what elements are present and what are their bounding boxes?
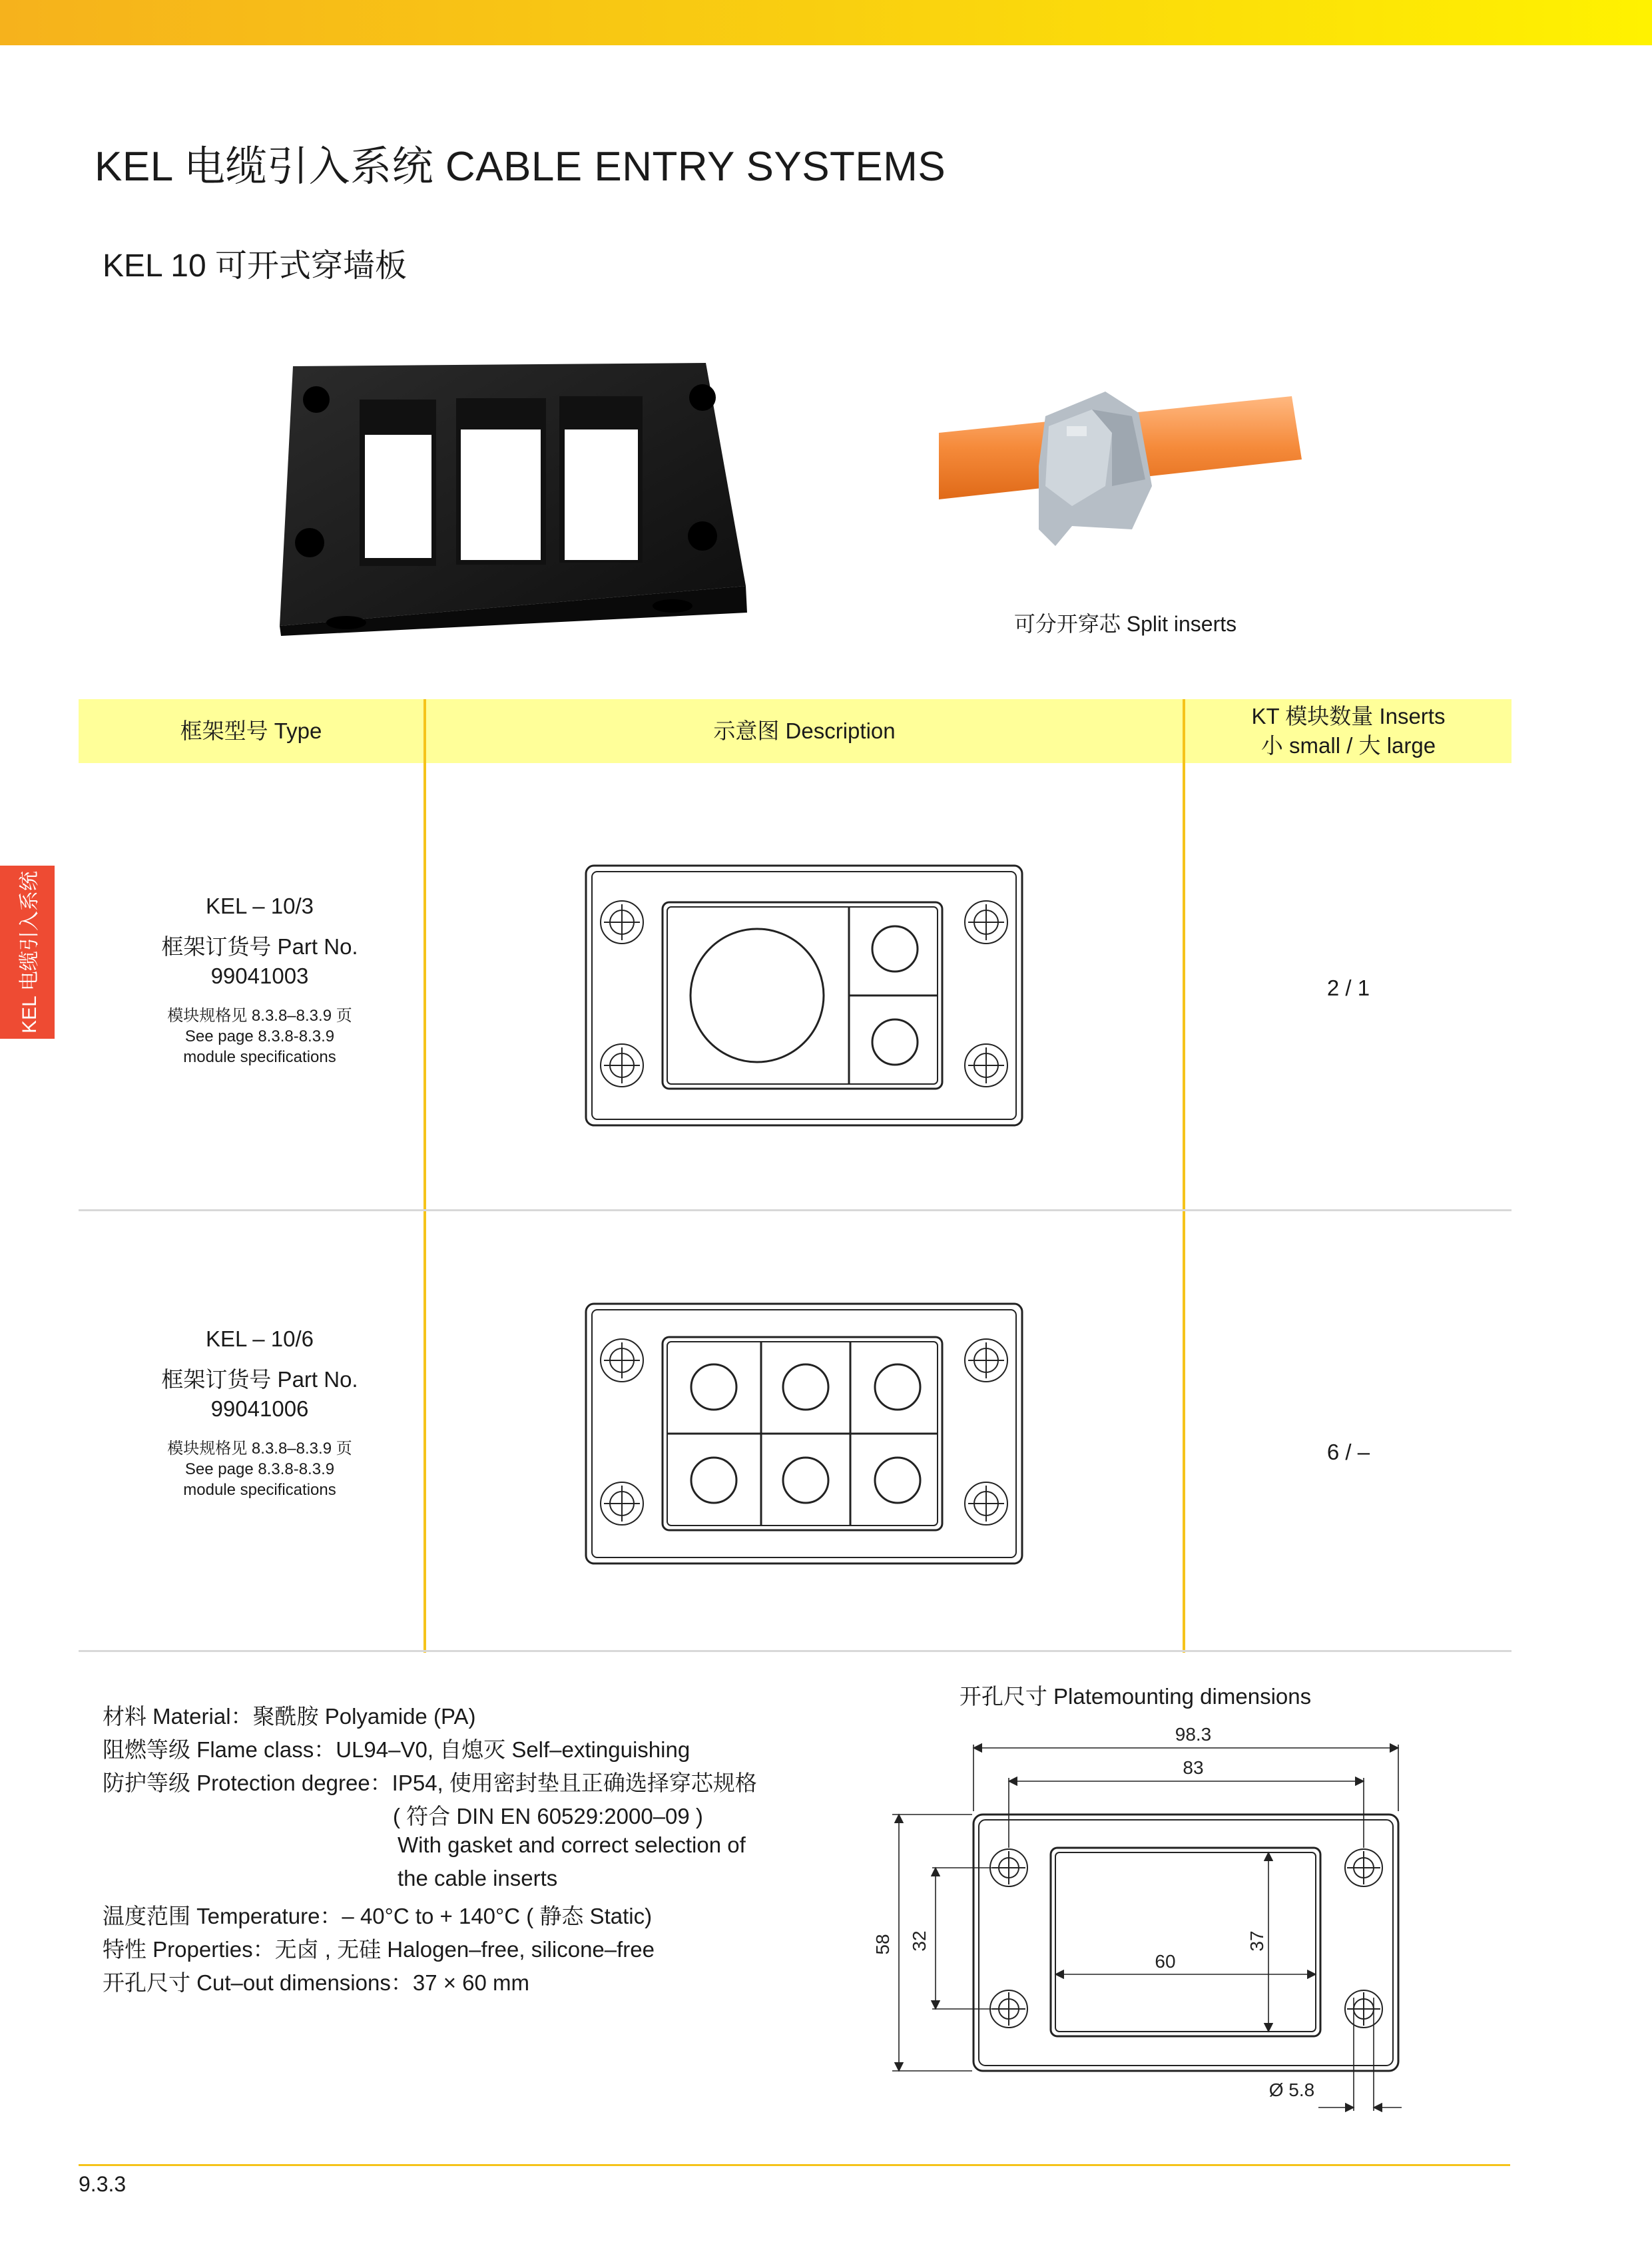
spec-cutout: 开孔尺寸 Cut–out dimensions：37 × 60 mm [103, 1970, 530, 1995]
inserts-count: 2 / 1 [1326, 976, 1370, 1000]
part-label: 框架订货号 Part No. [161, 1367, 358, 1392]
header-inserts: KT 模块数量 Inserts 小 small / 大 large [1185, 699, 1512, 763]
row-divider [79, 1650, 1512, 1652]
type-code: KEL – 10/3 [205, 894, 314, 918]
spec-protection-note: With gasket and correct selection of [398, 1832, 746, 1857]
table-row [87, 1326, 433, 1500]
part-label: 框架订货号 Part No. [161, 934, 358, 959]
inserts-count: 6 / – [1326, 1440, 1370, 1464]
type-code: KEL – 10/6 [205, 1326, 314, 1351]
kel-10-6-drawing [583, 1300, 1025, 1567]
page-title: KEL 电缆引入系统 CABLE ENTRY SYSTEMS [95, 144, 946, 190]
dim-outer-height: 58 [872, 1934, 893, 1955]
dim-cut-height: 37 [1246, 1930, 1267, 1952]
platemounting-drawing [866, 1711, 1438, 2124]
dim-hole-diameter: Ø 5.8 [1268, 2080, 1315, 2100]
column-divider [1183, 699, 1185, 1653]
platemounting-title: 开孔尺寸 Platemounting dimensions [959, 1684, 1312, 1709]
spec-flame-class: 阻燃等级 Flame class：UL94–V0, 自熄灭 Self–extinguishing [103, 1737, 690, 1762]
table-row [87, 894, 433, 1067]
side-section-tab[interactable] [0, 866, 55, 1039]
spec-note-en2: module specifications [183, 1048, 336, 1066]
page-subtitle: KEL 10 可开式穿墙板 [103, 248, 408, 284]
header-description: 示意图 Description [426, 699, 1183, 763]
page-number: 9.3.3 [79, 2172, 127, 2196]
header-type: 框架型号 Type [79, 699, 423, 763]
dim-cut-width: 60 [1155, 1951, 1176, 1972]
spec-material: 材料 Material：聚酰胺 Polyamide (PA) [103, 1704, 476, 1729]
spec-note-en2: module specifications [183, 1481, 336, 1499]
spec-temperature: 温度范围 Temperature：– 40°C to + 140°C ( 静态 Static) [103, 1904, 653, 1928]
part-number: 99041003 [210, 964, 309, 988]
split-insert-photo [932, 386, 1305, 586]
kel-10-3-drawing [583, 862, 1025, 1129]
spec-protection-standard: ( 符合 DIN EN 60529:2000–09 ) [393, 1804, 703, 1828]
spec-properties: 特性 Properties：无卤 , 无硅 Halogen–free, silicone–free [103, 1937, 655, 1962]
spec-protection-note2: the cable inserts [398, 1866, 558, 1890]
spec-protection: 防护等级 Protection degree：IP54, 使用密封垫且正确选择穿芯规格 [103, 1771, 757, 1795]
top-color-bar [0, 0, 1652, 45]
row-divider [79, 1209, 1512, 1211]
spec-note-cn: 模块规格见 8.3.8–8.3.9 页 [167, 1007, 352, 1025]
dim-outer-width: 98.3 [1175, 1724, 1212, 1745]
part-number: 99041006 [210, 1396, 309, 1421]
split-inserts-caption: 可分开穿芯 Split inserts [1013, 612, 1237, 636]
footer-rule [79, 2164, 1510, 2166]
dim-hole-width: 83 [1183, 1757, 1204, 1778]
side-tab-label: KEL 电缆引入系统 [19, 871, 41, 1033]
dim-hole-height: 32 [909, 1930, 930, 1952]
spec-note-en: See page 8.3.8-8.3.9 [184, 1027, 335, 1045]
spec-note-en: See page 8.3.8-8.3.9 [184, 1460, 335, 1478]
column-divider [423, 699, 426, 1653]
spec-note-cn: 模块规格见 8.3.8–8.3.9 页 [167, 1440, 352, 1458]
frame-product-photo [266, 356, 752, 636]
